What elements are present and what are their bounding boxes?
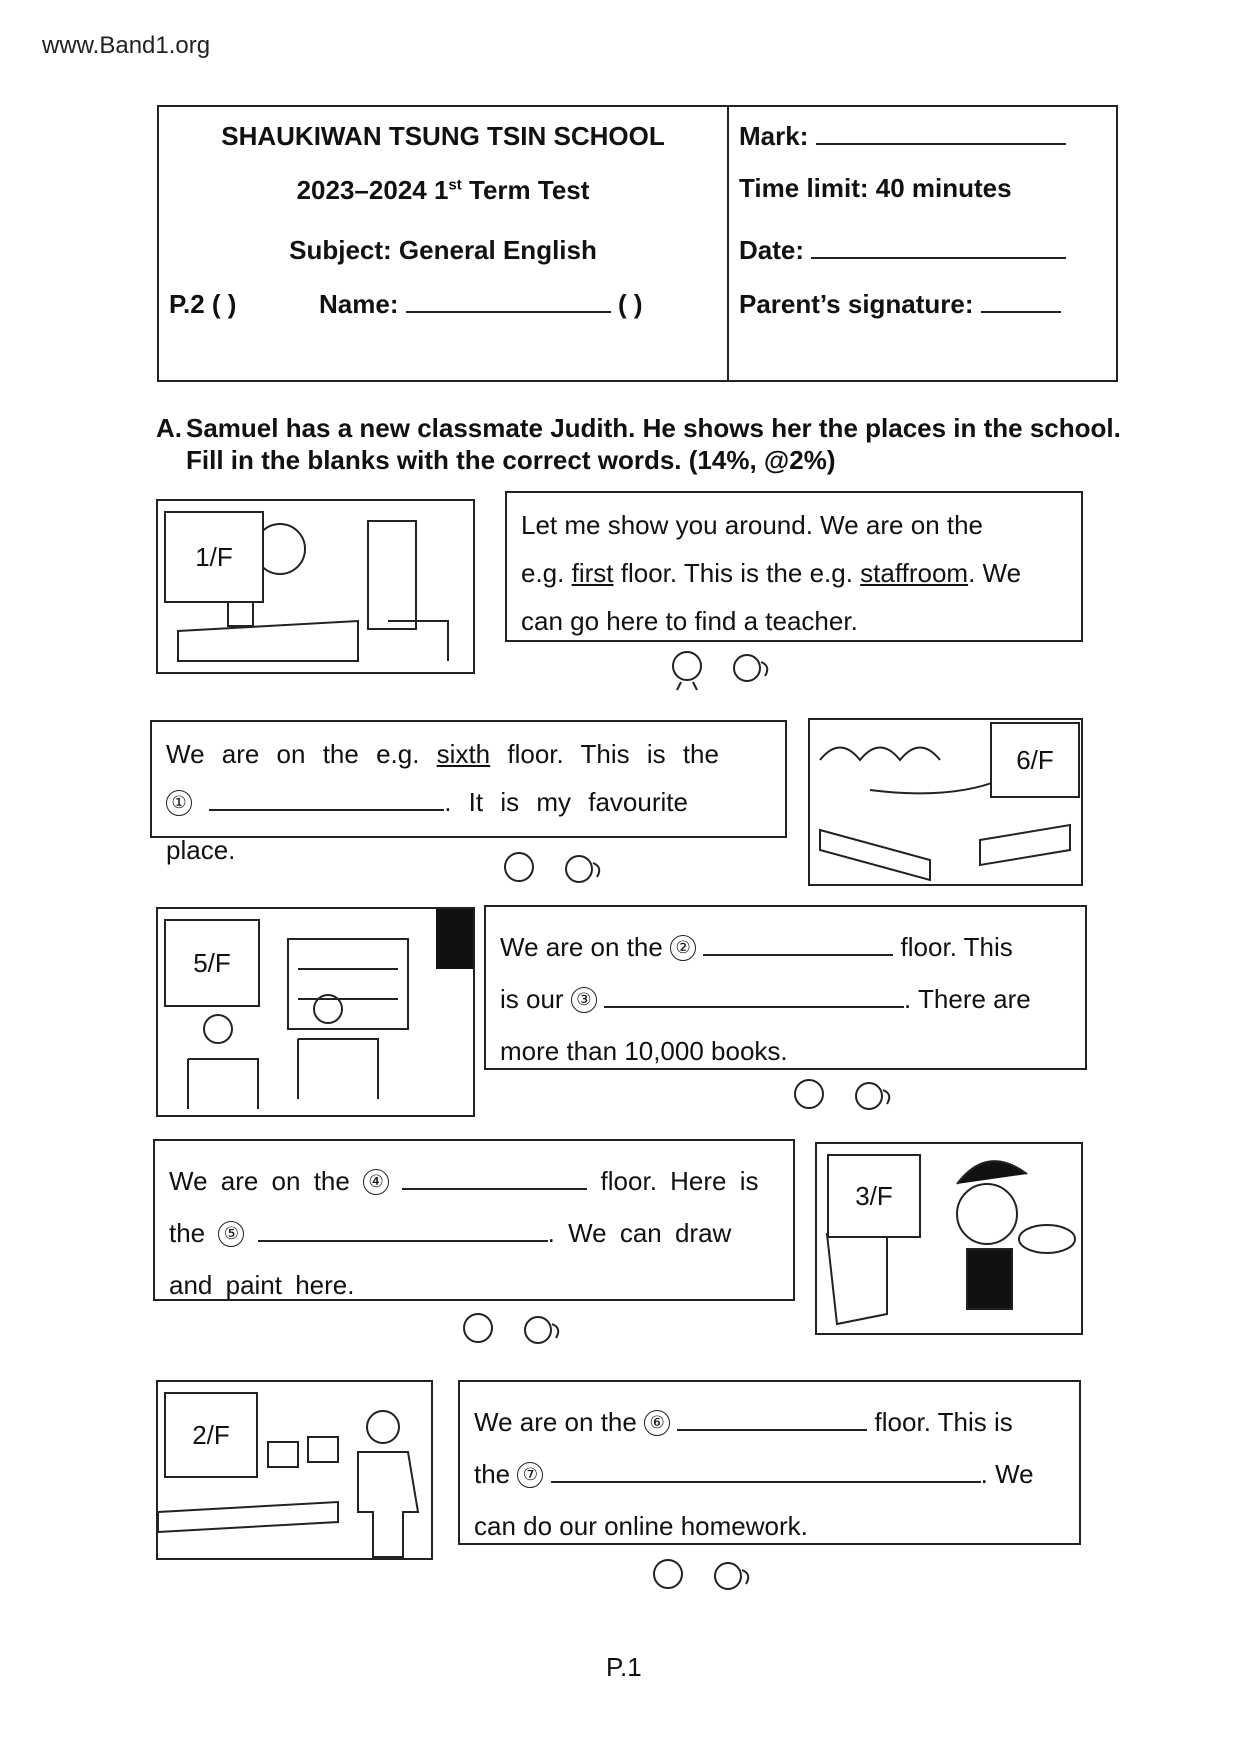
school-name: SHAUKIWAN TSUNG TSIN SCHOOL — [221, 121, 665, 151]
bubble-text: can do our online homework. — [474, 1511, 808, 1541]
bubble-text: can go here to find a teacher. — [521, 606, 858, 636]
bubble-text: and paint here. — [169, 1270, 355, 1300]
bubble-text: We are on the ⑥ floor. This is — [474, 1396, 1065, 1448]
bubble-text: Let me show you around. We are on the — [521, 510, 984, 540]
children-icon — [787, 1076, 917, 1120]
speech-bubble-2 — [150, 720, 787, 865]
bubble-text: the ⑦ . We — [474, 1448, 1065, 1500]
subject: Subject: General English — [289, 235, 597, 265]
signature-field[interactable]: Parent’s signature: — [739, 289, 1061, 320]
speech-bubble-4 — [153, 1139, 795, 1301]
floor-label: 6/F — [990, 722, 1080, 798]
time-limit: Time limit: 40 minutes — [739, 173, 1012, 203]
floor-label: 2/F — [164, 1392, 258, 1478]
answer-blank-2[interactable] — [703, 928, 893, 956]
answer-blank-3[interactable] — [604, 980, 904, 1008]
library-picture — [156, 907, 475, 1117]
answer-blank-7[interactable] — [551, 1455, 981, 1483]
term-title: 2023–2024 1st Term Test — [296, 175, 590, 205]
staffroom-picture — [156, 499, 475, 674]
answer-blank-5[interactable] — [258, 1214, 548, 1242]
watermark: www.Band1.org — [42, 32, 211, 59]
header-divider — [727, 107, 729, 380]
page-number: P.1 — [606, 1652, 642, 1682]
bubble-text: more than 10,000 books. — [500, 1036, 788, 1066]
class-field[interactable]: P.2 ( ) — [169, 289, 237, 319]
children-icon — [456, 1310, 586, 1354]
bubble-text: We are on the e.g. sixth floor. This is the — [166, 739, 719, 769]
speech-bubble-1 — [505, 491, 1083, 642]
bubble-text: ① . It is my favourite place. — [166, 778, 771, 874]
floor-label: 5/F — [164, 919, 260, 1007]
computer-room-picture — [156, 1380, 433, 1560]
children-icon — [665, 648, 795, 692]
speech-bubble-5 — [458, 1380, 1081, 1545]
name-field[interactable]: Name: ( ) — [319, 289, 643, 319]
bubble-text: the ⑤ . We can draw — [169, 1207, 779, 1259]
art-room-picture — [815, 1142, 1083, 1335]
bubble-text: We are on the ② floor. This — [500, 921, 1071, 973]
bubble-text: e.g. first floor. This is the e.g. staffroom. We — [521, 558, 1022, 588]
answer-blank-1[interactable] — [209, 783, 444, 811]
floor-label: 3/F — [827, 1154, 921, 1238]
date-field[interactable]: Date: — [739, 235, 1066, 266]
children-icon — [497, 849, 627, 893]
answer-blank-6[interactable] — [677, 1403, 867, 1431]
section-a-instruction: A. Samuel has a new classmate Judith. He shows her the places in the school. Fill in the blanks with the correct words. (14%, @2%) — [156, 413, 1121, 475]
header-box — [157, 105, 1118, 382]
bubble-text: is our ③ . There are — [500, 973, 1071, 1025]
mark-field[interactable]: Mark: — [739, 121, 1066, 152]
speech-bubble-3 — [484, 905, 1087, 1070]
floor-label: 1/F — [164, 511, 264, 603]
bubble-text: We are on the ④ floor. Here is — [169, 1155, 779, 1207]
garden-picture — [808, 718, 1083, 886]
children-icon — [646, 1556, 776, 1600]
answer-blank-4[interactable] — [402, 1162, 587, 1190]
